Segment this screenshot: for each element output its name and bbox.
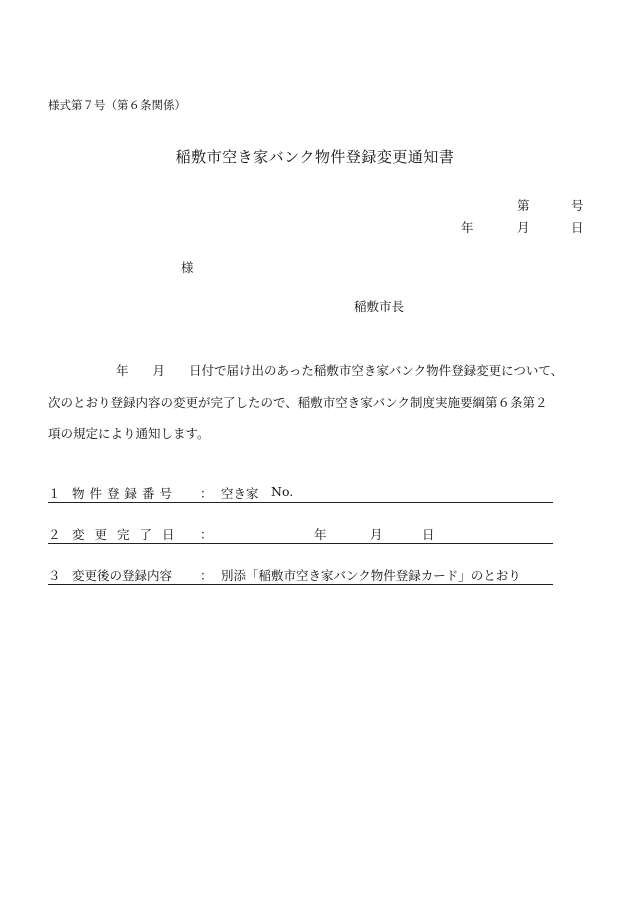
item-changed-content — [48, 566, 553, 585]
form-number-label: 様式第７号（第６条関係） — [48, 98, 186, 112]
item-property-number — [48, 484, 553, 503]
body-year: 年 — [116, 363, 129, 378]
item-colon: ： — [200, 527, 213, 542]
issue-date-year: 年 — [461, 220, 474, 235]
item-label: 変更完了日 — [72, 527, 185, 542]
item-colon: ： — [200, 486, 213, 501]
item-number: ２ — [48, 527, 61, 542]
document-number-prefix: 第 — [517, 198, 530, 213]
sender-name: 稲敷市長 — [354, 299, 405, 314]
body-line-2: 次のとおり登録内容の変更が完了したので、稲敷市空き家バンク制度実施要綱第６条第２ — [48, 395, 548, 410]
issue-date-day: 日 — [571, 220, 584, 235]
body-month: 月 — [152, 363, 166, 378]
issue-date-month: 月 — [517, 220, 530, 235]
item-day: 日 — [422, 527, 435, 542]
item-value: 別添「稲敷市空き家バンク物件登録カード」のとおり — [221, 568, 521, 583]
document-title: 稲敷市空き家バンク物件登録変更通知書 — [175, 148, 455, 166]
document-number-suffix: 号 — [571, 198, 584, 213]
addressee-honorific: 様 — [181, 260, 194, 275]
item-colon: ： — [200, 568, 213, 583]
item-completion-date — [48, 525, 553, 544]
body-line-3: 項の規定により通知します。 — [48, 426, 210, 441]
item-value: 空き家 — [221, 486, 259, 501]
item-label: 物件登録番号 — [72, 486, 178, 501]
item-value-suffix: No. — [271, 484, 294, 499]
item-year: 年 — [314, 527, 327, 542]
item-number: ３ — [48, 568, 61, 583]
item-month: 月 — [370, 527, 383, 542]
item-number: １ — [48, 486, 61, 501]
item-label: 変更後の登録内容 — [72, 568, 173, 583]
body-line-1-text: 日付で届け出のあった稲敷市空き家バンク物件登録変更について、 — [189, 363, 564, 378]
body-line-1 — [48, 361, 563, 379]
